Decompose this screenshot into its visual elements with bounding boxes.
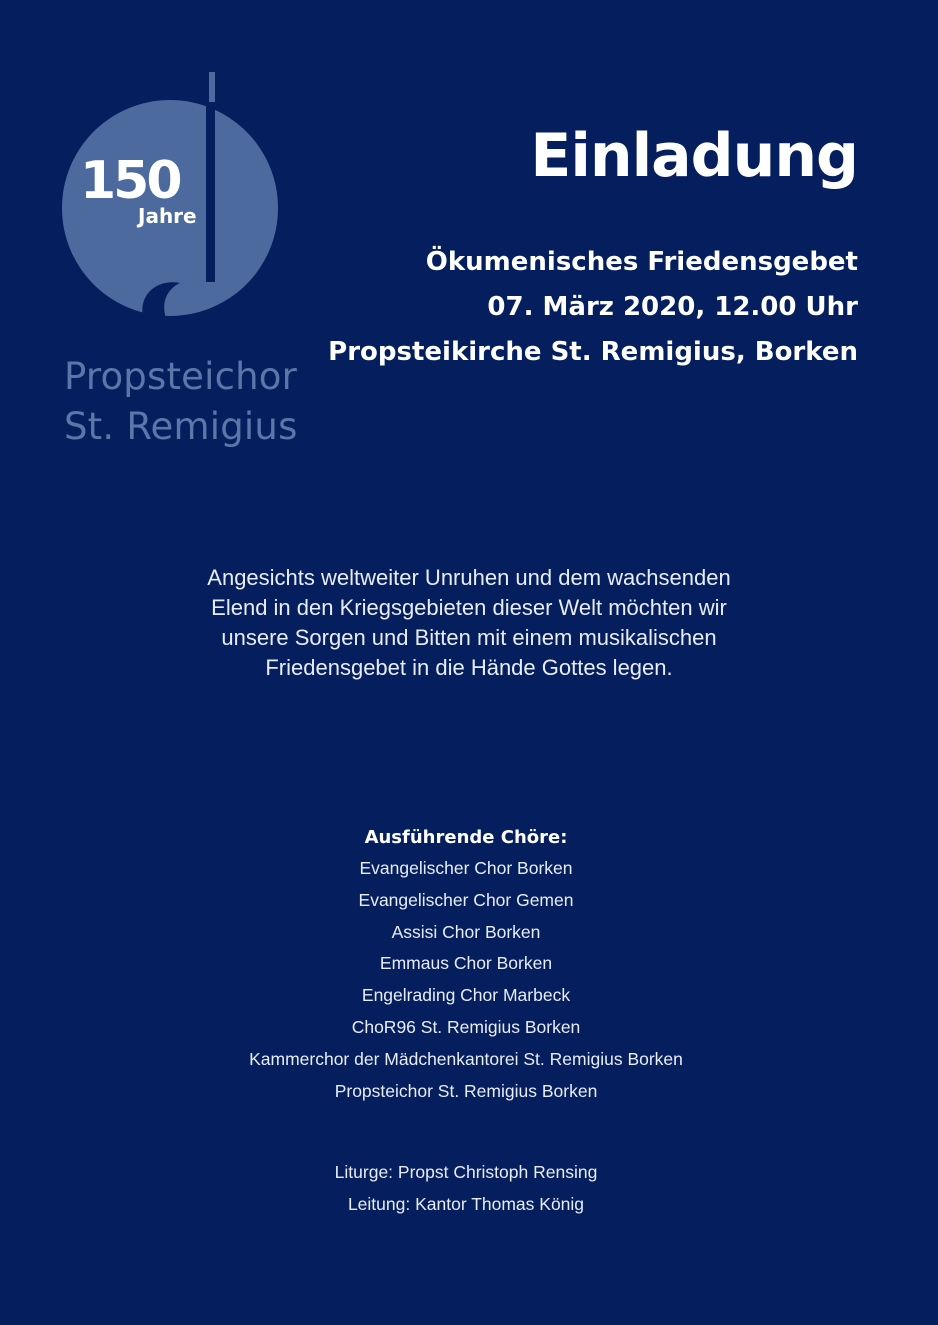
logo-number: 150 — [80, 151, 180, 211]
intro-line: Elend in den Kriegsgebieten dieser Welt möchten wir — [211, 595, 727, 620]
choir-item: Propsteichor St. Remigius Borken — [334, 1080, 598, 1101]
intro-paragraph — [0, 563, 938, 683]
choir-item: Kammerchor der Mädchenkantorei St. Remigius Borken — [249, 1048, 683, 1069]
choir-item: Emmaus Chor Borken — [379, 953, 553, 974]
event-location: Propsteikirche St. Remigius, Borken — [328, 337, 858, 367]
logo-name-line: St. Remigius — [64, 405, 298, 448]
intro-line: unsere Sorgen und Bitten mit einem musikalischen — [221, 625, 717, 650]
direction-credit: Leitung: Kantor Thomas König — [347, 1194, 585, 1214]
choir-list — [0, 823, 932, 1107]
choir-item: Evangelischer Chor Borken — [359, 858, 573, 878]
intro-line: Angesichts weltweiter Unruhen und dem wachsenden — [207, 565, 731, 590]
logo-unit: Jahre — [138, 204, 197, 228]
event-name: Ökumenisches Friedensgebet — [425, 247, 858, 277]
choir-item: Assisi Chor Borken — [391, 921, 541, 942]
choir-item: ChoR96 St. Remigius Borken — [351, 1016, 581, 1037]
header — [328, 120, 858, 375]
event-date: 07. März 2020, 12.00 Uhr — [487, 292, 858, 322]
credits — [0, 1156, 932, 1220]
page-title: Einladung — [530, 121, 858, 191]
event-details — [328, 240, 858, 375]
logo-name — [64, 352, 298, 452]
liturgy-credit: Liturge: Propst Christoph Rensing — [334, 1162, 598, 1182]
intro-line: Friedensgebet in die Hände Gottes legen. — [265, 655, 673, 680]
choir-item: Evangelischer Chor Gemen — [358, 889, 574, 910]
choir-item: Engelrading Chor Marbeck — [361, 985, 571, 1006]
logo-name-line: Propsteichor — [64, 355, 298, 398]
logo-note-stem — [206, 72, 215, 282]
choir-logo — [60, 68, 290, 328]
choir-list-heading: Ausführende Chöre: — [364, 827, 568, 848]
